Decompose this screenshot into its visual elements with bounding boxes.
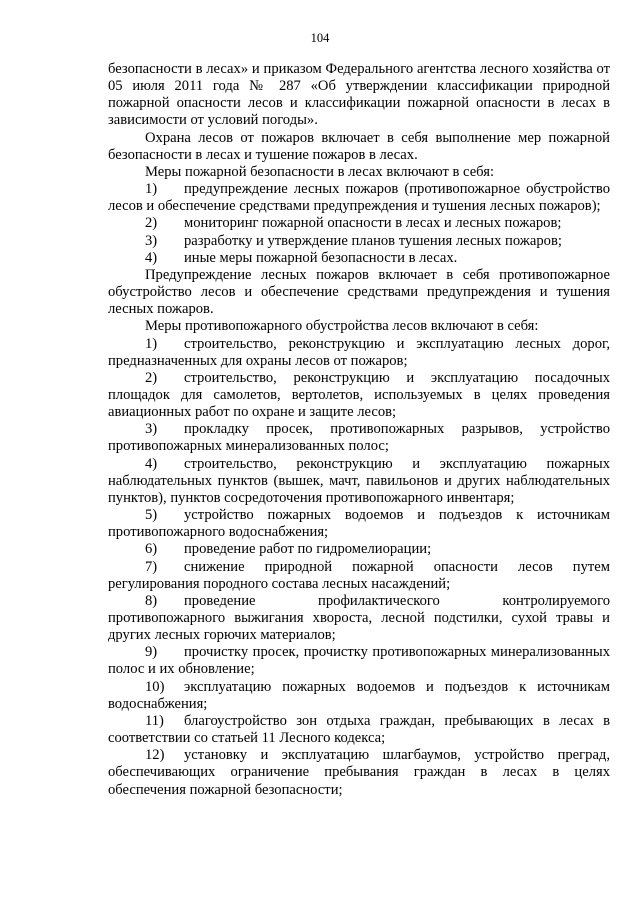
list-item [108, 370, 610, 421]
list-item [108, 644, 610, 678]
list-item-number: 7) [145, 558, 158, 575]
page-number: 104 [310, 31, 330, 45]
list-item-text: эксплуатацию пожарных водоемов и подъездов к источникам водоснабжения; [108, 678, 610, 712]
list-item [108, 250, 610, 267]
list-item-number: 11) [145, 712, 164, 729]
list-item [108, 593, 610, 644]
list-item-text: благоустройство зон отдыха граждан, пребывающих в лесах в соответствии со статьей 11 Лесного кодекса; [108, 712, 610, 747]
paragraph-continuation: безопасности в лесах» и приказом Федерального агентства лесного хозяйства от 05 июля 2011 года № 287 «Об утверждении классификации природной пожарной опасности лесов и классификации пожарной опасности в лесах в зависимости от условий погоды». [108, 61, 610, 129]
list-item-text: предупреждение лесных пожаров (противопожарное обустройство лесов и обеспечение средствами предупреждения и тушения лесных пожаров); [108, 181, 610, 215]
list-item-text: строительство, реконструкцию и эксплуатацию лесных дорог, предназначенных для охраны лесов от пожаров; [108, 335, 610, 369]
list-item [108, 713, 610, 747]
list-item-text: прокладку просек, противопожарных разрывов, устройство противопожарных минерализованных полос; [108, 421, 610, 455]
list-item-text: снижение природной пожарной опасности лесов путем регулирования породного состава лесных насаждений; [108, 558, 610, 592]
list-item-number: 5) [145, 507, 158, 524]
paragraph: Меры пожарной безопасности в лесах включают в себя: [145, 163, 494, 180]
list-item [108, 747, 610, 798]
list-item-text: мониторинг пожарной опасности в лесах и лесных пожаров; [184, 215, 562, 232]
list-item [108, 233, 610, 250]
list-item [108, 181, 610, 215]
list-item [108, 541, 610, 558]
list-item [108, 421, 610, 455]
list-item-number: 2) [145, 215, 158, 232]
list-item-text: иные меры пожарной безопасности в лесах. [184, 249, 458, 266]
list-item-number: 1) [145, 335, 158, 352]
list-item-text: установку и эксплуатацию шлагбаумов, устройство преград, обеспечивающих ограничение пребывания граждан в лесах в целях обеспечения пожарной безопасности; [108, 747, 610, 798]
document-body [108, 61, 610, 799]
paragraph: Меры противопожарного обустройства лесов включают в себя: [145, 318, 539, 335]
list-item-number: 1) [145, 181, 158, 198]
paragraph: Охрана лесов от пожаров включает в себя выполнение мер пожарной безопасности в лесах и тушение пожаров в лесах. [108, 129, 610, 163]
list-item [108, 507, 610, 541]
list-item [108, 456, 610, 507]
list-item [108, 336, 610, 370]
list-item-number: 2) [145, 369, 158, 386]
list-item-number: 10) [145, 678, 165, 695]
list-item-number: 3) [145, 421, 158, 438]
list-item-number: 9) [145, 644, 158, 661]
list-item-text: строительство, реконструкцию и эксплуатацию посадочных площадок для самолетов, вертолетов, используемых в целях проведения авиационных работ по охране и защите лесов; [108, 369, 610, 421]
list-item [108, 679, 610, 713]
list-item-number: 8) [145, 592, 158, 609]
list-item [108, 559, 610, 593]
list-item-text: устройство пожарных водоемов и подъездов к источникам противопожарного водоснабжения; [108, 507, 610, 541]
list-item [108, 215, 610, 232]
list-item-number: 6) [145, 541, 158, 558]
list-item-text: проведение работ по гидромелиорации; [184, 541, 432, 558]
paragraph: Предупреждение лесных пожаров включает в себя противопожарное обустройство лесов и обеспечение средствами предупреждения и тушения лесных пожаров. [108, 266, 610, 318]
list-item-number: 4) [145, 455, 158, 472]
list-item-text: проведение профилактического контролируемого противопожарного выжигания хвороста, лесной подстилки, сухой травы и других лесных горючих материалов; [108, 592, 610, 644]
list-item-number: 3) [145, 232, 158, 249]
list-item-number: 4) [145, 249, 158, 266]
list-item-number: 12) [145, 747, 165, 764]
list-item-text: прочистку просек, прочистку противопожарных минерализованных полос и их обновление; [108, 644, 610, 678]
list-item-text: строительство, реконструкцию и эксплуатацию пожарных наблюдательных пунктов (вышек, мачт, павильонов и других наблюдательных пунктов), пунктов сосредоточения противопожарного инвентаря; [108, 455, 610, 506]
list-item-text: разработку и утверждение планов тушения лесных пожаров; [184, 232, 562, 249]
